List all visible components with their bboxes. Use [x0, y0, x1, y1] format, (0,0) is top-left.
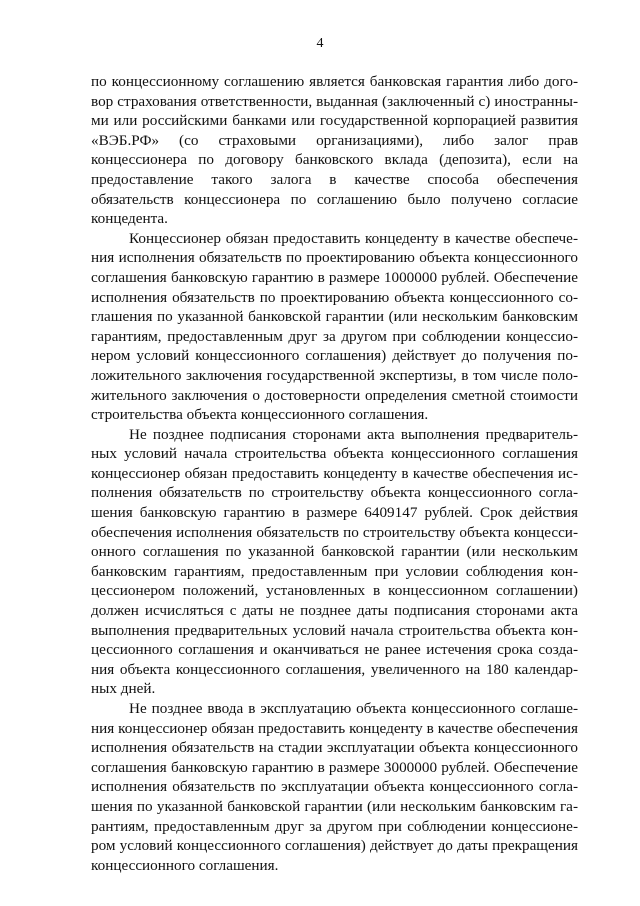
document-body	[91, 72, 578, 875]
paragraph-3: Не позднее подписания сторонами акта выполнения предварительных условий начала строительства объекта концессионного соглашения концессионер обязан предоставить концеденту в качестве обеспечения исполнения обязательств по строительству объекта концессионного соглашения банковскую гарантию в размере 6409147 рублей. Срок действия обеспечения исполнения обязательств по строительству объекта концессионного соглашения по указанной банковской гарантии (или нескольким банковским гарантиям, предоставленным при условии соблюдения концессионером положений, установленных в концессионном соглашении) должен исчисляться с даты не позднее даты подписания сторонами акта выполнения предварительных условий начала строительства объекта концессионного соглашения и оканчиваться не ранее истечения срока создания объекта концессионного соглашения, увеличенного на 180 календарных дней.	[91, 425, 578, 698]
paragraph-1: по концессионному соглашению является банковская гарантия либо договор страхования ответственности, выданная (заключенный с) иностранными или российскими банками или государственной корпорацией развития «ВЭБ.РФ» (со страховыми организациями), либо залог прав концессионера по договору банковского вклада (депозита), если на предоставление такого залога в качестве способа обеспечения обязательств концессионера по соглашению было получено согласие концедента.	[91, 73, 578, 228]
paragraph-4: Не позднее ввода в эксплуатацию объекта концессионного соглашения концессионер обязан предоставить концеденту в качестве обеспечения исполнения обязательств на стадии эксплуатации объекта концессионного соглашения банковскую гарантию в размере 3000000 рублей. Обеспечение исполнения обязательств по эксплуатации объекта концессионного соглашения по указанной банковской гарантии (или нескольким банковским гарантиям, предоставленным друг за другом при соблюдении концессионером условий концессионного соглашения) действует до даты прекращения концессионного соглашения.	[91, 700, 578, 874]
paragraph-2: Концессионер обязан предоставить концеденту в качестве обеспечения исполнения обязательств по проектированию объекта концессионного соглашения банковскую гарантию в размере 1000000 рублей. Обеспечение исполнения обязательств по проектированию объекта концессионного соглашения по указанной банковской гарантии (или нескольким банковским гарантиям, предоставленным друг за другом при соблюдении концессионером условий концессионного соглашения) действует до получения положительного заключения государственной экспертизы, в том числе положительного заключения о достоверности определения сметной стоимости строительства объекта концессионного соглашения.	[91, 229, 578, 424]
page-number: 4	[316, 36, 324, 51]
